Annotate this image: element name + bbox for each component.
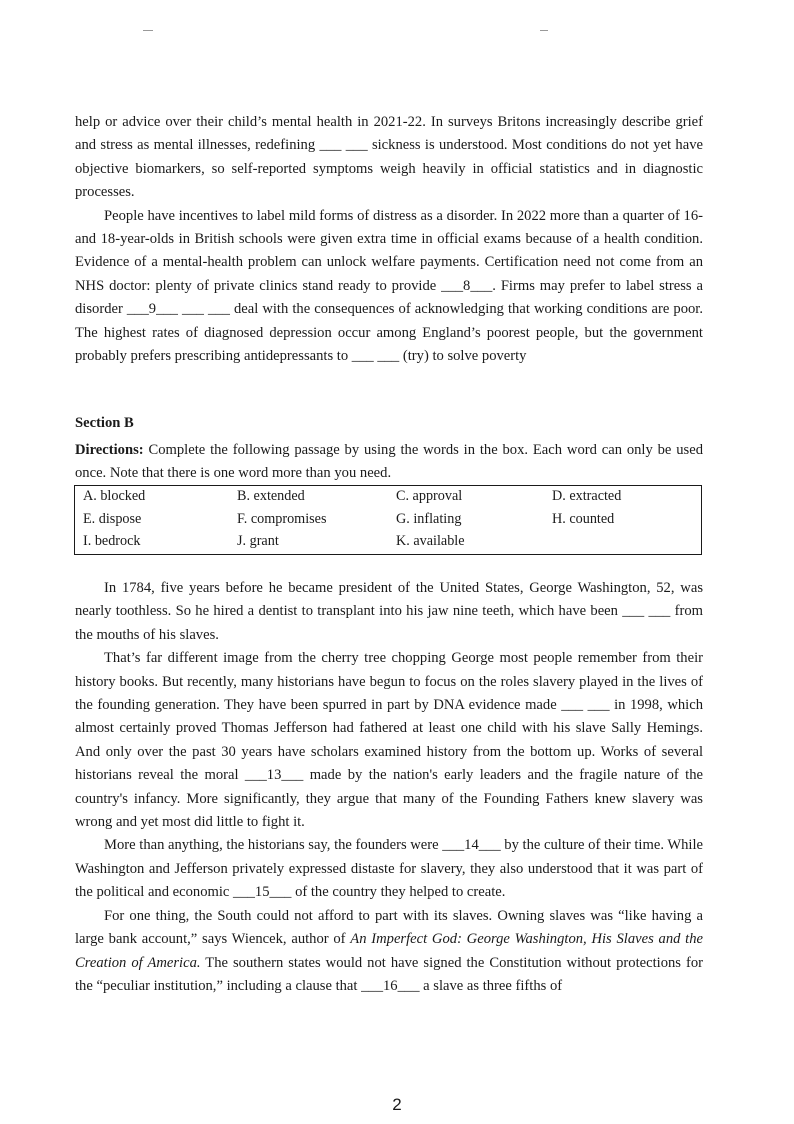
passage-b-paragraph-2: That’s far different image from the cherry tree chopping George most people remember from their history books. But recently, many historians have begun to focus on the roles slavery played in the lives of the founding generation. They have been spurred in part by DNA evidence made ___ ___ in 1998, which almost certainly proved Thomas Jefferson had fathered at least one child with his slave Sally Hemings. And only over the past 30 years have scholars examined history from the bottom up. Works of several historians reveal the moral ___13___ made by the nation's early leaders and the fragile nature of the country's infancy. More significantly, they argue that many of the Founding Fathers knew slavery was wrong and yet most did little to fight it.	[75, 650, 703, 831]
passage-b-paragraph-3: More than anything, the historians say, the founders were ___14___ by the culture of their time. While Washington and Jefferson privately expressed distaste for slavery, they also understood that it was part of the political and economic ___15___ of the country they helped to create.	[75, 837, 704, 901]
directions-text: Complete the following passage by using the words in the box. Each word can only be used once. Note that there is one word more than you need.	[75, 442, 703, 482]
word-option-g: G. inflating	[396, 511, 462, 527]
passage-b	[75, 577, 703, 998]
passage-b-paragraph-4	[75, 905, 703, 999]
passage-b-paragraph-1: In 1784, five years before he became president of the United States, George Washington, 52, was nearly toothless. So he hired a dentist to transplant into his jaw nine teeth, which have been ___ ___ from the mouths of his slaves.	[75, 580, 703, 643]
word-option-f: F. compromises	[237, 511, 327, 527]
book-title: An Imperfect God: George Washington, His Slaves and the Creation of America.	[75, 931, 703, 971]
section-b-directions	[75, 439, 703, 486]
word-option-h: H. counted	[552, 511, 615, 527]
word-option-c: C. approval	[396, 488, 463, 504]
passage-a-paragraph-2: People have incentives to label mild forms of distress as a disorder. In 2022 more than a quarter of 16- and 18-year-olds in British schools were given extra time in official exams because of a health condition. Evidence of a mental-health problem can unlock welfare payments. Certification need not come from an NHS doctor: plenty of private clinics stand ready to provide ___8___. Firms may prefer to label stress a disorder ___9___ ___ ___ deal with the consequences of acknowledging that working conditions are poor. The highest rates of diagnosed depression occur among England’s poorest people, but the government probably prefers prescribing antidepressants to ___ ___ (try) to solve poverty	[75, 207, 703, 365]
page-number: 2	[392, 1095, 402, 1114]
word-option-j: J. grant	[237, 533, 279, 549]
passage-a-paragraph-1: help or advice over their child’s mental health in 2021-22. In surveys Britons increasingly describe grief and stress as mental illnesses, redefining ___ ___ sickness is understood. Most conditions do not yet have objective biomarkers, so self-reported symptoms weigh heavily in official statistics and in diagnostic processes.	[75, 114, 703, 201]
section-b-title: Section B	[75, 415, 134, 431]
word-option-a: A. blocked	[83, 488, 146, 504]
word-option-b: B. extended	[237, 488, 305, 504]
scan-mark	[143, 30, 153, 31]
word-option-d: D. extracted	[552, 488, 622, 504]
scan-mark	[540, 30, 548, 31]
word-option-e: E. dispose	[83, 511, 142, 527]
word-option-k: K. available	[396, 533, 465, 549]
word-option-i: I. bedrock	[83, 533, 141, 549]
paragraph-4-text-end: The southern states would not have signed the Constitution without protections for the “peculiar institution,” including a clause that ___16___ a slave as three fifths of	[75, 954, 703, 994]
word-box	[74, 485, 702, 555]
directions-label: Directions:	[75, 442, 144, 458]
passage-a	[75, 111, 703, 368]
paragraph-4-text-start: For one thing, the South could not afford to part with its slaves. Owning slaves was “like having a large bank account,” says Wiencek, author of	[75, 907, 703, 948]
